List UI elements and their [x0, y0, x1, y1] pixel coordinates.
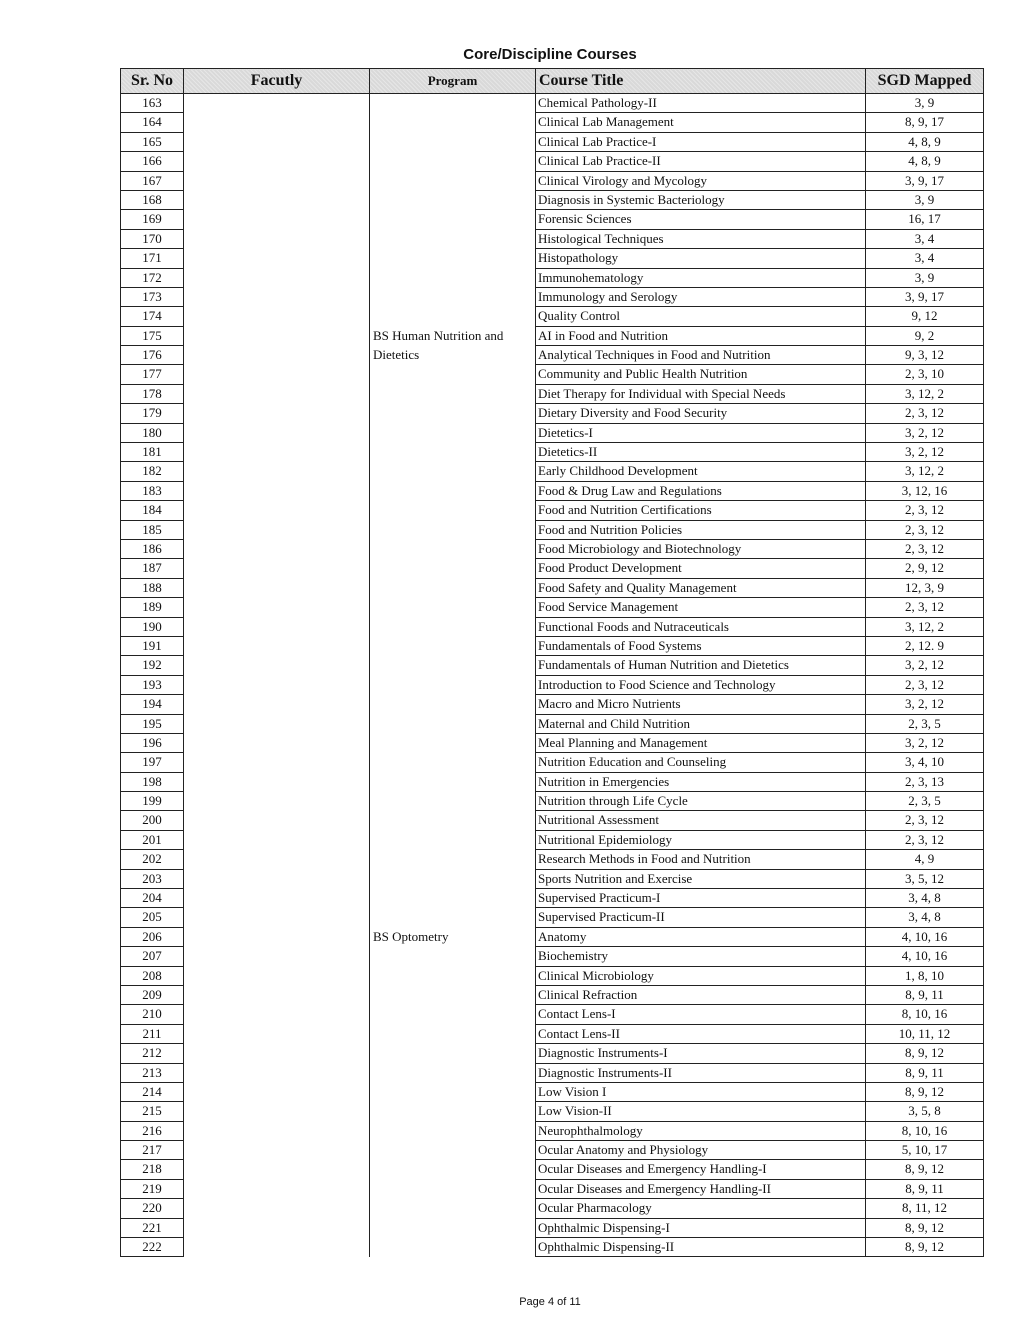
- sr-no-cell: 169: [121, 210, 184, 229]
- course-title-cell: Food Microbiology and Biotechnology: [536, 539, 866, 558]
- sgd-mapped-cell: 8, 9, 12: [866, 1218, 984, 1237]
- course-title-cell: Clinical Lab Practice-II: [536, 152, 866, 171]
- course-title-cell: Histological Techniques: [536, 229, 866, 248]
- course-title-cell: Supervised Practicum-II: [536, 908, 866, 927]
- sgd-mapped-cell: 3, 5, 8: [866, 1102, 984, 1121]
- course-title-cell: Dietary Diversity and Food Security: [536, 404, 866, 423]
- sgd-mapped-cell: 2, 3, 13: [866, 772, 984, 791]
- sr-no-cell: 171: [121, 249, 184, 268]
- sr-no-cell: 195: [121, 714, 184, 733]
- sgd-mapped-cell: 3, 9, 17: [866, 287, 984, 306]
- header-row: [121, 69, 984, 94]
- sr-no-cell: 216: [121, 1121, 184, 1140]
- course-title-cell: Food Product Development: [536, 559, 866, 578]
- sgd-mapped-cell: 2, 3, 5: [866, 714, 984, 733]
- sgd-mapped-cell: 2, 3, 12: [866, 404, 984, 423]
- sgd-mapped-cell: 8, 10, 16: [866, 1121, 984, 1140]
- sr-no-cell: 212: [121, 1044, 184, 1063]
- sr-no-cell: 210: [121, 1005, 184, 1024]
- course-title-cell: Immunohematology: [536, 268, 866, 287]
- header-sgd-mapped: SGD Mapped: [866, 69, 984, 94]
- table-body: [121, 94, 984, 1257]
- course-title-cell: Nutrition in Emergencies: [536, 772, 866, 791]
- course-title-cell: Macro and Micro Nutrients: [536, 695, 866, 714]
- sgd-mapped-cell: 8, 9, 12: [866, 1238, 984, 1257]
- course-title-cell: Clinical Lab Management: [536, 113, 866, 132]
- course-title-cell: Food and Nutrition Certifications: [536, 501, 866, 520]
- sgd-mapped-cell: 3, 12, 2: [866, 384, 984, 403]
- sr-no-cell: 163: [121, 94, 184, 113]
- sgd-mapped-cell: 2, 3, 12: [866, 539, 984, 558]
- sr-no-cell: 183: [121, 481, 184, 500]
- course-title-cell: Contact Lens-II: [536, 1024, 866, 1043]
- sgd-mapped-cell: 3, 9, 17: [866, 171, 984, 190]
- course-title-cell: Nutrition Education and Counseling: [536, 753, 866, 772]
- sr-no-cell: 219: [121, 1179, 184, 1198]
- sgd-mapped-cell: 2, 3, 12: [866, 520, 984, 539]
- sgd-mapped-cell: 5, 10, 17: [866, 1141, 984, 1160]
- sgd-mapped-cell: 8, 9, 12: [866, 1044, 984, 1063]
- course-title-cell: Clinical Virology and Mycology: [536, 171, 866, 190]
- sgd-mapped-cell: 3, 4, 10: [866, 753, 984, 772]
- sr-no-cell: 191: [121, 636, 184, 655]
- course-title-cell: Community and Public Health Nutrition: [536, 365, 866, 384]
- page-title: Core/Discipline Courses: [463, 46, 637, 63]
- sr-no-cell: 189: [121, 598, 184, 617]
- sgd-mapped-cell: 2, 3, 12: [866, 811, 984, 830]
- course-title-cell: Analytical Techniques in Food and Nutrition: [536, 346, 866, 365]
- sgd-mapped-cell: 3, 12, 2: [866, 462, 984, 481]
- course-title-cell: Food Safety and Quality Management: [536, 578, 866, 597]
- sr-no-cell: 185: [121, 520, 184, 539]
- sr-no-cell: 201: [121, 830, 184, 849]
- header-sr-no: Sr. No: [121, 69, 184, 94]
- sr-no-cell: 217: [121, 1141, 184, 1160]
- sgd-mapped-cell: 8, 9, 11: [866, 1179, 984, 1198]
- course-title-cell: Nutritional Assessment: [536, 811, 866, 830]
- sgd-mapped-cell: 9, 2: [866, 326, 984, 345]
- course-title-cell: Research Methods in Food and Nutrition: [536, 850, 866, 869]
- course-title-cell: Ophthalmic Dispensing-II: [536, 1238, 866, 1257]
- sgd-mapped-cell: 9, 3, 12: [866, 346, 984, 365]
- sgd-mapped-cell: 8, 9, 12: [866, 1160, 984, 1179]
- sgd-mapped-cell: 2, 3, 12: [866, 830, 984, 849]
- sr-no-cell: 220: [121, 1199, 184, 1218]
- course-title-cell: Chemical Pathology-II: [536, 94, 866, 113]
- sgd-mapped-cell: 4, 10, 16: [866, 947, 984, 966]
- sr-no-cell: 218: [121, 1160, 184, 1179]
- sr-no-cell: 186: [121, 539, 184, 558]
- sr-no-cell: 205: [121, 908, 184, 927]
- sgd-mapped-cell: 3, 4, 8: [866, 908, 984, 927]
- sgd-mapped-cell: 2, 12. 9: [866, 636, 984, 655]
- sr-no-cell: 180: [121, 423, 184, 442]
- sr-no-cell: 206: [121, 927, 184, 946]
- sgd-mapped-cell: 2, 9, 12: [866, 559, 984, 578]
- sgd-mapped-cell: 4, 9: [866, 850, 984, 869]
- sr-no-cell: 200: [121, 811, 184, 830]
- sgd-mapped-cell: 9, 12: [866, 307, 984, 326]
- sgd-mapped-cell: 16, 17: [866, 210, 984, 229]
- sgd-mapped-cell: 2, 3, 12: [866, 675, 984, 694]
- sr-no-cell: 196: [121, 733, 184, 752]
- sr-no-cell: 207: [121, 947, 184, 966]
- course-title-cell: Supervised Practicum-I: [536, 889, 866, 908]
- sgd-mapped-cell: 3, 5, 12: [866, 869, 984, 888]
- course-title-cell: Nutritional Epidemiology: [536, 830, 866, 849]
- sgd-mapped-cell: 8, 9, 12: [866, 1082, 984, 1101]
- course-title-cell: Fundamentals of Food Systems: [536, 636, 866, 655]
- sr-no-cell: 203: [121, 869, 184, 888]
- course-title-cell: Clinical Microbiology: [536, 966, 866, 985]
- sgd-mapped-cell: 3, 2, 12: [866, 656, 984, 675]
- course-title-cell: Diagnosis in Systemic Bacteriology: [536, 190, 866, 209]
- course-title-cell: Dietetics-I: [536, 423, 866, 442]
- sgd-mapped-cell: 2, 3, 12: [866, 501, 984, 520]
- course-title-cell: Diagnostic Instruments-II: [536, 1063, 866, 1082]
- course-title-cell: AI in Food and Nutrition: [536, 326, 866, 345]
- sr-no-cell: 215: [121, 1102, 184, 1121]
- sr-no-cell: 193: [121, 675, 184, 694]
- course-title-cell: Quality Control: [536, 307, 866, 326]
- sr-no-cell: 208: [121, 966, 184, 985]
- page-footer: Page 4 of 11: [519, 1296, 581, 1308]
- sgd-mapped-cell: 3, 12, 2: [866, 617, 984, 636]
- sr-no-cell: 204: [121, 889, 184, 908]
- sr-no-cell: 166: [121, 152, 184, 171]
- course-title-cell: Neurophthalmology: [536, 1121, 866, 1140]
- header-program: Program: [370, 69, 536, 94]
- sr-no-cell: 221: [121, 1218, 184, 1237]
- course-title-cell: Low Vision-II: [536, 1102, 866, 1121]
- sgd-mapped-cell: 3, 2, 12: [866, 695, 984, 714]
- course-title-cell: Ocular Anatomy and Physiology: [536, 1141, 866, 1160]
- sgd-mapped-cell: 4, 8, 9: [866, 132, 984, 151]
- sr-no-cell: 172: [121, 268, 184, 287]
- course-title-cell: Diagnostic Instruments-I: [536, 1044, 866, 1063]
- sr-no-cell: 182: [121, 462, 184, 481]
- sr-no-cell: 184: [121, 501, 184, 520]
- sgd-mapped-cell: 3, 12, 16: [866, 481, 984, 500]
- sr-no-cell: 214: [121, 1082, 184, 1101]
- sr-no-cell: 198: [121, 772, 184, 791]
- table-row: [121, 94, 984, 113]
- course-title-cell: Clinical Lab Practice-I: [536, 132, 866, 151]
- sr-no-cell: 167: [121, 171, 184, 190]
- course-title-cell: Fundamentals of Human Nutrition and Dietetics: [536, 656, 866, 675]
- sr-no-cell: 190: [121, 617, 184, 636]
- sr-no-cell: 211: [121, 1024, 184, 1043]
- course-title-cell: Clinical Refraction: [536, 985, 866, 1004]
- header-faculty: Facutly: [184, 69, 370, 94]
- sgd-mapped-cell: 4, 10, 16: [866, 927, 984, 946]
- course-title-cell: Ocular Pharmacology: [536, 1199, 866, 1218]
- course-title-cell: Food and Nutrition Policies: [536, 520, 866, 539]
- sr-no-cell: 170: [121, 229, 184, 248]
- sgd-mapped-cell: 8, 9, 17: [866, 113, 984, 132]
- course-title-cell: Sports Nutrition and Exercise: [536, 869, 866, 888]
- course-title-cell: Introduction to Food Science and Technology: [536, 675, 866, 694]
- sgd-mapped-cell: 2, 3, 10: [866, 365, 984, 384]
- course-title-cell: Ophthalmic Dispensing-I: [536, 1218, 866, 1237]
- sr-no-cell: 188: [121, 578, 184, 597]
- sr-no-cell: 192: [121, 656, 184, 675]
- course-title-cell: Food Service Management: [536, 598, 866, 617]
- sr-no-cell: 222: [121, 1238, 184, 1257]
- sgd-mapped-cell: 10, 11, 12: [866, 1024, 984, 1043]
- sr-no-cell: 197: [121, 753, 184, 772]
- course-title-cell: Histopathology: [536, 249, 866, 268]
- course-title-cell: Functional Foods and Nutraceuticals: [536, 617, 866, 636]
- sgd-mapped-cell: 8, 11, 12: [866, 1199, 984, 1218]
- sr-no-cell: 181: [121, 443, 184, 462]
- sgd-mapped-cell: 3, 4, 8: [866, 889, 984, 908]
- sr-no-cell: 173: [121, 287, 184, 306]
- program-cell: BS Human Nutrition and Dietetics: [370, 326, 536, 927]
- sgd-mapped-cell: 3, 4: [866, 229, 984, 248]
- program-cell: BS Optometry: [370, 927, 536, 1257]
- sr-no-cell: 177: [121, 365, 184, 384]
- sr-no-cell: 168: [121, 190, 184, 209]
- course-title-cell: Diet Therapy for Individual with Special Needs: [536, 384, 866, 403]
- sr-no-cell: 194: [121, 695, 184, 714]
- course-title-cell: Ocular Diseases and Emergency Handling-II: [536, 1179, 866, 1198]
- sr-no-cell: 175: [121, 326, 184, 345]
- sr-no-cell: 165: [121, 132, 184, 151]
- sgd-mapped-cell: 1, 8, 10: [866, 966, 984, 985]
- sgd-mapped-cell: 3, 9: [866, 268, 984, 287]
- course-title-cell: Anatomy: [536, 927, 866, 946]
- course-title-cell: Ocular Diseases and Emergency Handling-I: [536, 1160, 866, 1179]
- sgd-mapped-cell: 4, 8, 9: [866, 152, 984, 171]
- course-title-cell: Nutrition through Life Cycle: [536, 792, 866, 811]
- program-cell: [370, 94, 536, 327]
- course-title-cell: Meal Planning and Management: [536, 733, 866, 752]
- faculty-cell: [184, 94, 370, 1257]
- sr-no-cell: 174: [121, 307, 184, 326]
- course-title-cell: Contact Lens-I: [536, 1005, 866, 1024]
- sr-no-cell: 213: [121, 1063, 184, 1082]
- sgd-mapped-cell: 8, 9, 11: [866, 1063, 984, 1082]
- course-title-cell: Early Childhood Development: [536, 462, 866, 481]
- course-title-cell: Low Vision I: [536, 1082, 866, 1101]
- sr-no-cell: 179: [121, 404, 184, 423]
- course-title-cell: Immunology and Serology: [536, 287, 866, 306]
- sr-no-cell: 209: [121, 985, 184, 1004]
- sgd-mapped-cell: 2, 3, 12: [866, 598, 984, 617]
- sgd-mapped-cell: 12, 3, 9: [866, 578, 984, 597]
- sr-no-cell: 202: [121, 850, 184, 869]
- sgd-mapped-cell: 3, 9: [866, 94, 984, 113]
- header-course-title: Course Title: [536, 69, 866, 94]
- sr-no-cell: 187: [121, 559, 184, 578]
- course-title-cell: Forensic Sciences: [536, 210, 866, 229]
- sr-no-cell: 199: [121, 792, 184, 811]
- sgd-mapped-cell: 3, 4: [866, 249, 984, 268]
- course-title-cell: Food & Drug Law and Regulations: [536, 481, 866, 500]
- sgd-mapped-cell: 3, 2, 12: [866, 733, 984, 752]
- sgd-mapped-cell: 2, 3, 5: [866, 792, 984, 811]
- sgd-mapped-cell: 3, 2, 12: [866, 423, 984, 442]
- sgd-mapped-cell: 3, 9: [866, 190, 984, 209]
- sgd-mapped-cell: 8, 9, 11: [866, 985, 984, 1004]
- sr-no-cell: 176: [121, 346, 184, 365]
- course-title-cell: Maternal and Child Nutrition: [536, 714, 866, 733]
- sgd-mapped-cell: 3, 2, 12: [866, 443, 984, 462]
- sr-no-cell: 164: [121, 113, 184, 132]
- course-title-cell: Dietetics-II: [536, 443, 866, 462]
- courses-table: [120, 68, 984, 1257]
- sr-no-cell: 178: [121, 384, 184, 403]
- sgd-mapped-cell: 8, 10, 16: [866, 1005, 984, 1024]
- course-title-cell: Biochemistry: [536, 947, 866, 966]
